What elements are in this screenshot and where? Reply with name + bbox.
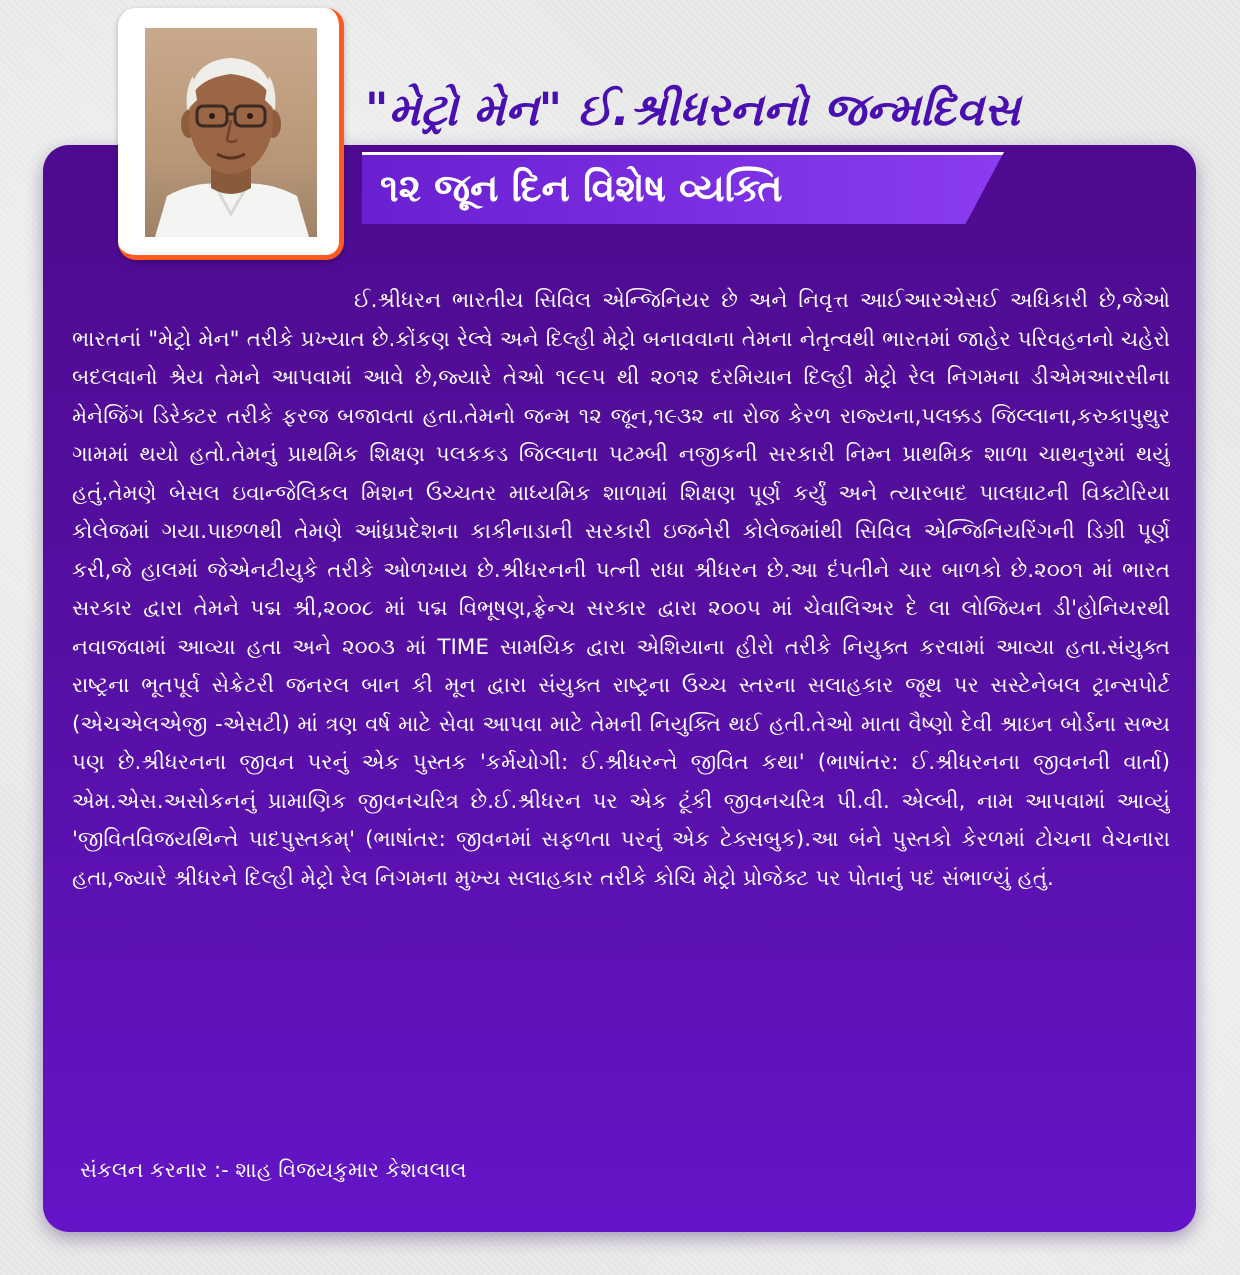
page-title: "મેટ્રો મેન" ઈ.શ્રીધરનનો જન્મદિવસ: [365, 83, 1021, 136]
compiler-credit: સંકલન કરનાર :- શાહ વિજયકુમાર કેશવલાલ: [80, 1158, 467, 1182]
subtitle-text: ૧૨ જૂન દિન વિશેષ વ્યક્તિ: [380, 166, 783, 210]
portrait-photo: [145, 28, 317, 237]
article-body: ઈ.શ્રીધરન ભારતીય સિવિલ એન્જિનિયર છે અને નિવૃત્ત આઈઆરએસઈ અધિકારી છે,જેઓ ભારતનાં "મેટ્રો મેન" તરીકે પ્રખ્યાત છે.કોંકણ રેલ્વે અને દિલ્હી મેટ્રો બનાવવાના તેમના નેતૃત્વથી ભારતમાં જાહેર પરિવહનનો ચહેરો બદલવાનો શ્રેય તેમને આપવામાં આવે છે,જ્યારે તેઓ ૧૯૯૫ થી ૨૦૧૨ દરમિયાન દિલ્હી મેટ્રો રેલ નિગમના ડીએમઆરસીના મેનેજિંગ ડિરેક્ટર તરીકે ફરજ બજાવતા હતા.તેમનો જન્મ ૧૨ જૂન,૧૯૩૨ ના રોજ કેરળ રાજ્યના,પલક્કડ જિલ્લાના,કરુકાપુથુર ગામમાં થયો હતો.તેમનું પ્રાથમિક શિક્ષણ પલકકડ જિલ્લાના પટમ્બી નજીકની સરકારી નિમ્ન પ્રાથમિક શાળા ચાથનુરમાં થયું હતું.તેમણે બેસલ ઇવાન્જેલિકલ મિશન ઉચ્ચતર માધ્યમિક શાળામાં શિક્ષણ પૂર્ણ કર્યું અને ત્યારબાદ પાલઘાટની વિક્ટોરિયા કોલેજમાં ગયા.પાછળથી તેમણે આંધ્રપ્રદેશના કાકીનાડાની સરકારી ઇજનેરી કોલેજમાંથી સિવિલ એન્જિનિયરિંગની ડિગ્રી પૂર્ણ કરી,જે હાલમાં જેએનટીયુકે તરીકે ઓળખાય છે.શ્રીધરનની પત્ની રાધા શ્રીધરન છે.આ દંપતીને ચાર બાળકો છે.૨૦૦૧ માં ભારત સરકાર દ્વારા તેમને પદ્મ શ્રી,૨૦૦૮ માં પદ્મ વિભૂષણ,ફ્રેન્ચ સરકાર દ્વારા ૨૦૦૫ માં ચેવાલિઅર દે લા લોજિયન ડી'હોનિયરથી નવાજવામાં આવ્યા હતા અને ૨૦૦૩ માં TIME સામયિક દ્વારા એશિયાના હીરો તરીકે નિયુક્ત કરવામાં આવ્યા હતા.સંયુક્ત રાષ્ટ્રના ભૂતપૂર્વ સેક્રેટરી જનરલ બાન કી મૂન દ્વારા સંયુક્ત રાષ્ટ્રના ઉચ્ચ સ્તરના સલાહકાર જૂથ પર સસ્ટેનેબલ ટ્રાન્સપોર્ટ (એચએલએજી -એસટી) માં ત્રણ વર્ષ માટે સેવા આપવા માટે તેમની નિયુક્તિ થઈ હતી.તેઓ માતા વૈષ્ણો દેવી શ્રાઇન બોર્ડના સભ્ય પણ છે.શ્રીધરનના જીવન પરનું એક પુસ્તક 'કર્મયોગી: ઈ.શ્રીધરન્તે જીવિત કથા' (ભાષાંતર: ઈ.શ્રીધરનના જીવનની વાર્તા) એમ.એસ.અસોકનનું પ્રામાણિક જીવનચરિત્ર છે.ઈ.શ્રીધરન પર એક ટૂંકી જીવનચરિત્ર પી.વી. એલ્બી, નામ આપવામાં આવ્યું 'જીવિતવિજયથિન્તે પાદપુસ્તકમ્' (ભાષાંતર: જીવનમાં સફળતા પરનું એક ટેક્સબુક).આ બંને પુસ્તકો કેરળમાં ટોચના વેચનારા હતા,જ્યારે શ્રીધરને દિલ્હી મેટ્રો રેલ નિગમના મુખ્ય સલાહકાર તરીકે કોચિ મેટ્રો પ્રોજેક્ટ પર પોતાનું પદ સંભાળ્યું હતું.: [72, 288, 1170, 891]
